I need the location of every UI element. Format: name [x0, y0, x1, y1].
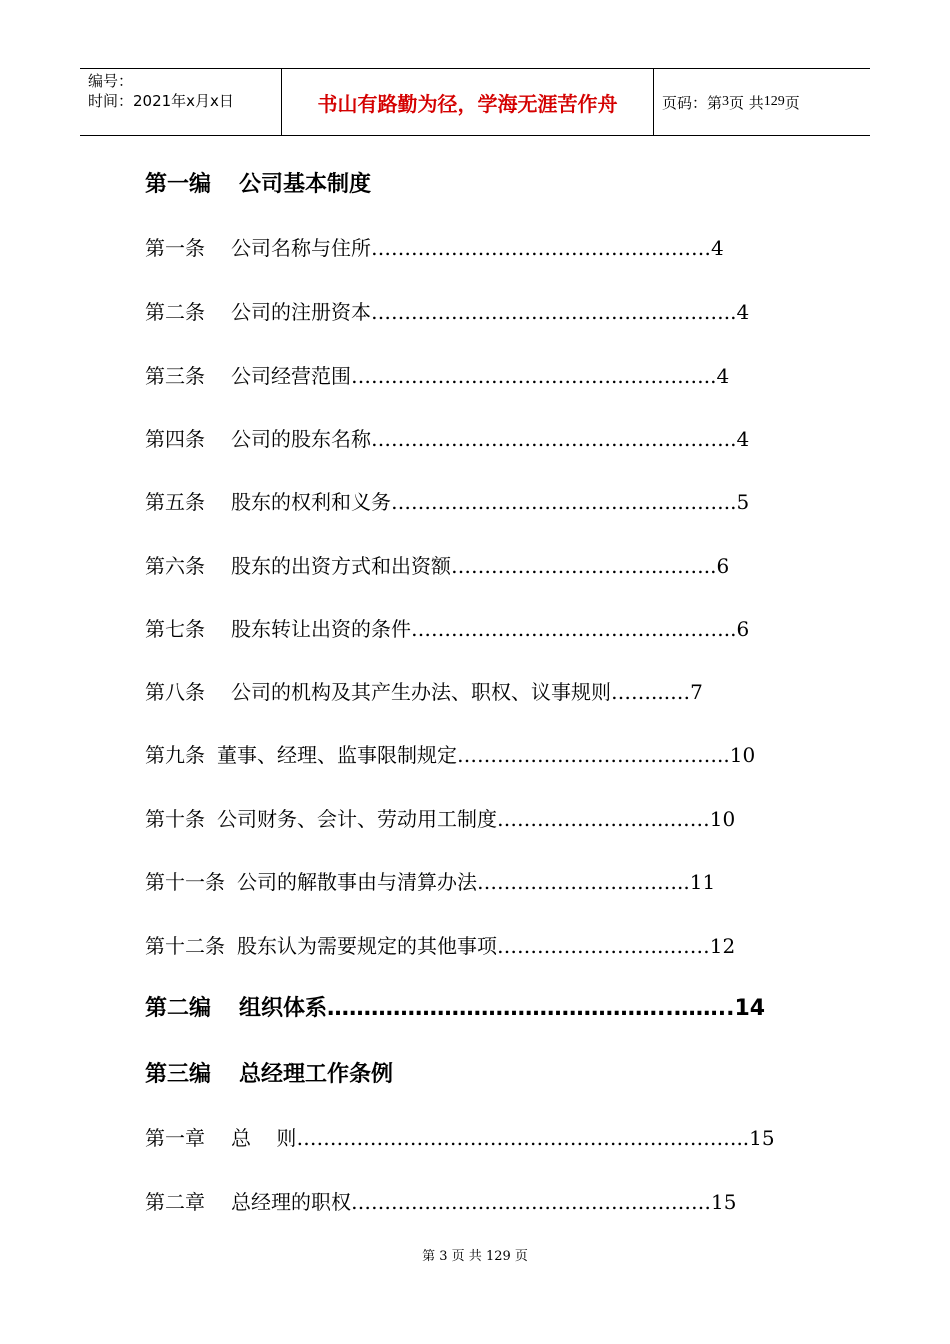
toc-label: 第十一条: [145, 870, 225, 894]
toc-label: 第二条: [145, 300, 205, 324]
toc-page: 15: [749, 1126, 775, 1150]
toc-label: 第一编: [145, 172, 212, 197]
toc-entry[interactable]: [145, 488, 749, 516]
toc-page: 10: [709, 807, 736, 831]
toc-leader: ……………………………………..……..: [391, 490, 737, 514]
toc-leader: …………………………..……..: [451, 554, 717, 578]
toc-title: 公司基本制度: [239, 172, 372, 197]
footer-mid: 页 共: [451, 1249, 482, 1264]
footer-total: 129: [485, 1249, 511, 1264]
header-page-info: [654, 69, 870, 135]
serial-label: 编号：: [88, 72, 134, 90]
toc-page: 4: [736, 427, 750, 451]
page-mid: 页 共: [729, 93, 764, 112]
toc-title: 股东转让出资的条件: [231, 617, 411, 641]
footer-current: 3: [439, 1249, 448, 1264]
toc-label: 第四条: [145, 427, 205, 451]
toc-leader: …………………………………..…………..: [351, 364, 717, 388]
toc-page: 14: [734, 996, 766, 1021]
toc-label: 第十二条: [145, 934, 225, 958]
toc-title: 股东的权利和义务: [231, 490, 391, 514]
toc-page: 4: [716, 364, 730, 388]
toc-leader: ………………………………………..……..: [327, 996, 735, 1021]
toc-entry[interactable]: [145, 932, 735, 960]
toc-entry[interactable]: [145, 234, 724, 262]
toc-title: 公司的机构及其产生办法、职权、议事规则: [231, 680, 611, 704]
toc-title: 董事、经理、监事限制规定: [217, 743, 457, 767]
toc-part-2[interactable]: [145, 995, 765, 1023]
toc-title: 组织体系: [239, 996, 328, 1021]
toc-part-1[interactable]: [145, 171, 371, 199]
toc-page: 11: [689, 870, 716, 894]
page-prefix: 页码：第: [662, 93, 723, 112]
toc-title: 总经理的职权: [231, 1190, 351, 1214]
time-label: 时间：2021年x月x日: [88, 92, 234, 110]
toc-label: 第三条: [145, 364, 205, 388]
toc-part-3[interactable]: [145, 1061, 393, 1089]
toc-leader: …………………………………..: [457, 743, 730, 767]
toc-title: 公司的注册资本: [231, 300, 371, 324]
toc-page: 4: [711, 236, 724, 260]
footer-prefix: 第: [422, 1249, 436, 1264]
page-header: [80, 68, 870, 136]
toc-leader: ………………………………………..……..: [371, 427, 737, 451]
toc-label: 第七条: [145, 617, 205, 641]
toc-leader: ……………………………………………: [371, 236, 711, 260]
toc-leader: …………………………………..……..: [411, 617, 737, 641]
header-motto: [282, 69, 654, 135]
toc-page: 15: [711, 1190, 737, 1214]
toc-label: 第一条: [145, 236, 205, 260]
toc-entry[interactable]: [145, 1124, 775, 1152]
page-suffix: 页: [784, 93, 800, 112]
toc-leader: ……………………..……: [497, 807, 710, 831]
toc-label: 第二章: [145, 1190, 205, 1214]
toc-label: 第六条: [145, 554, 205, 578]
header-meta: [80, 69, 282, 135]
toc-label: 第九条: [145, 743, 205, 767]
toc-page: 12: [709, 934, 736, 958]
toc-entry[interactable]: [145, 868, 715, 896]
toc-title: 股东的出资方式和出资额: [231, 554, 451, 578]
page-footer: [0, 1245, 950, 1264]
toc-leader: …………………………………………………………..: [296, 1126, 750, 1150]
toc-page: 4: [736, 300, 750, 324]
toc-page: 6: [716, 554, 730, 578]
toc-label: 第八条: [145, 680, 205, 704]
toc-page: 6: [736, 617, 750, 641]
toc-page: 7: [690, 680, 703, 704]
toc-leader: ……………………..……: [497, 934, 710, 958]
toc-entry[interactable]: [145, 615, 749, 643]
page-total: 129: [763, 94, 785, 109]
toc-leader: …………………………..: [477, 870, 690, 894]
toc-leader: ………………………………………..……..: [371, 300, 737, 324]
toc-label: 第五条: [145, 490, 205, 514]
toc-leader: ……...…: [611, 680, 691, 704]
toc-label: 第一章: [145, 1126, 205, 1150]
toc-leader: ………………………………………………: [351, 1190, 711, 1214]
toc-title: 公司的解散事由与清算办法: [237, 870, 477, 894]
toc-title: 总经理工作条例: [239, 1062, 394, 1087]
toc-page: 5: [736, 490, 750, 514]
toc-entry[interactable]: [145, 678, 703, 706]
toc-label: 第二编: [145, 996, 212, 1021]
toc-label: 第十条: [145, 807, 205, 831]
toc-title: 公司财务、会计、劳动用工制度: [217, 807, 497, 831]
footer-suffix: 页: [514, 1249, 528, 1264]
toc-entry[interactable]: [145, 1188, 736, 1216]
toc-title: 股东认为需要规定的其他事项: [237, 934, 497, 958]
toc-title: 公司的股东名称: [231, 427, 371, 451]
toc-entry[interactable]: [145, 741, 755, 769]
toc-title: 公司名称与住所: [231, 236, 371, 260]
toc-entry[interactable]: [145, 552, 729, 580]
toc-entry[interactable]: [145, 805, 735, 833]
toc-title: 公司经营范围: [231, 364, 351, 388]
toc-page: 10: [729, 743, 756, 767]
motto-text: 书山有路勤为径，学海无涯苦作舟: [317, 91, 618, 116]
toc-title: 总 则: [231, 1126, 297, 1150]
toc-label: 第三编: [145, 1062, 212, 1087]
toc-entry[interactable]: [145, 362, 729, 390]
toc-entry[interactable]: [145, 298, 749, 326]
toc-entry[interactable]: [145, 425, 749, 453]
page-current: 3: [722, 94, 730, 109]
